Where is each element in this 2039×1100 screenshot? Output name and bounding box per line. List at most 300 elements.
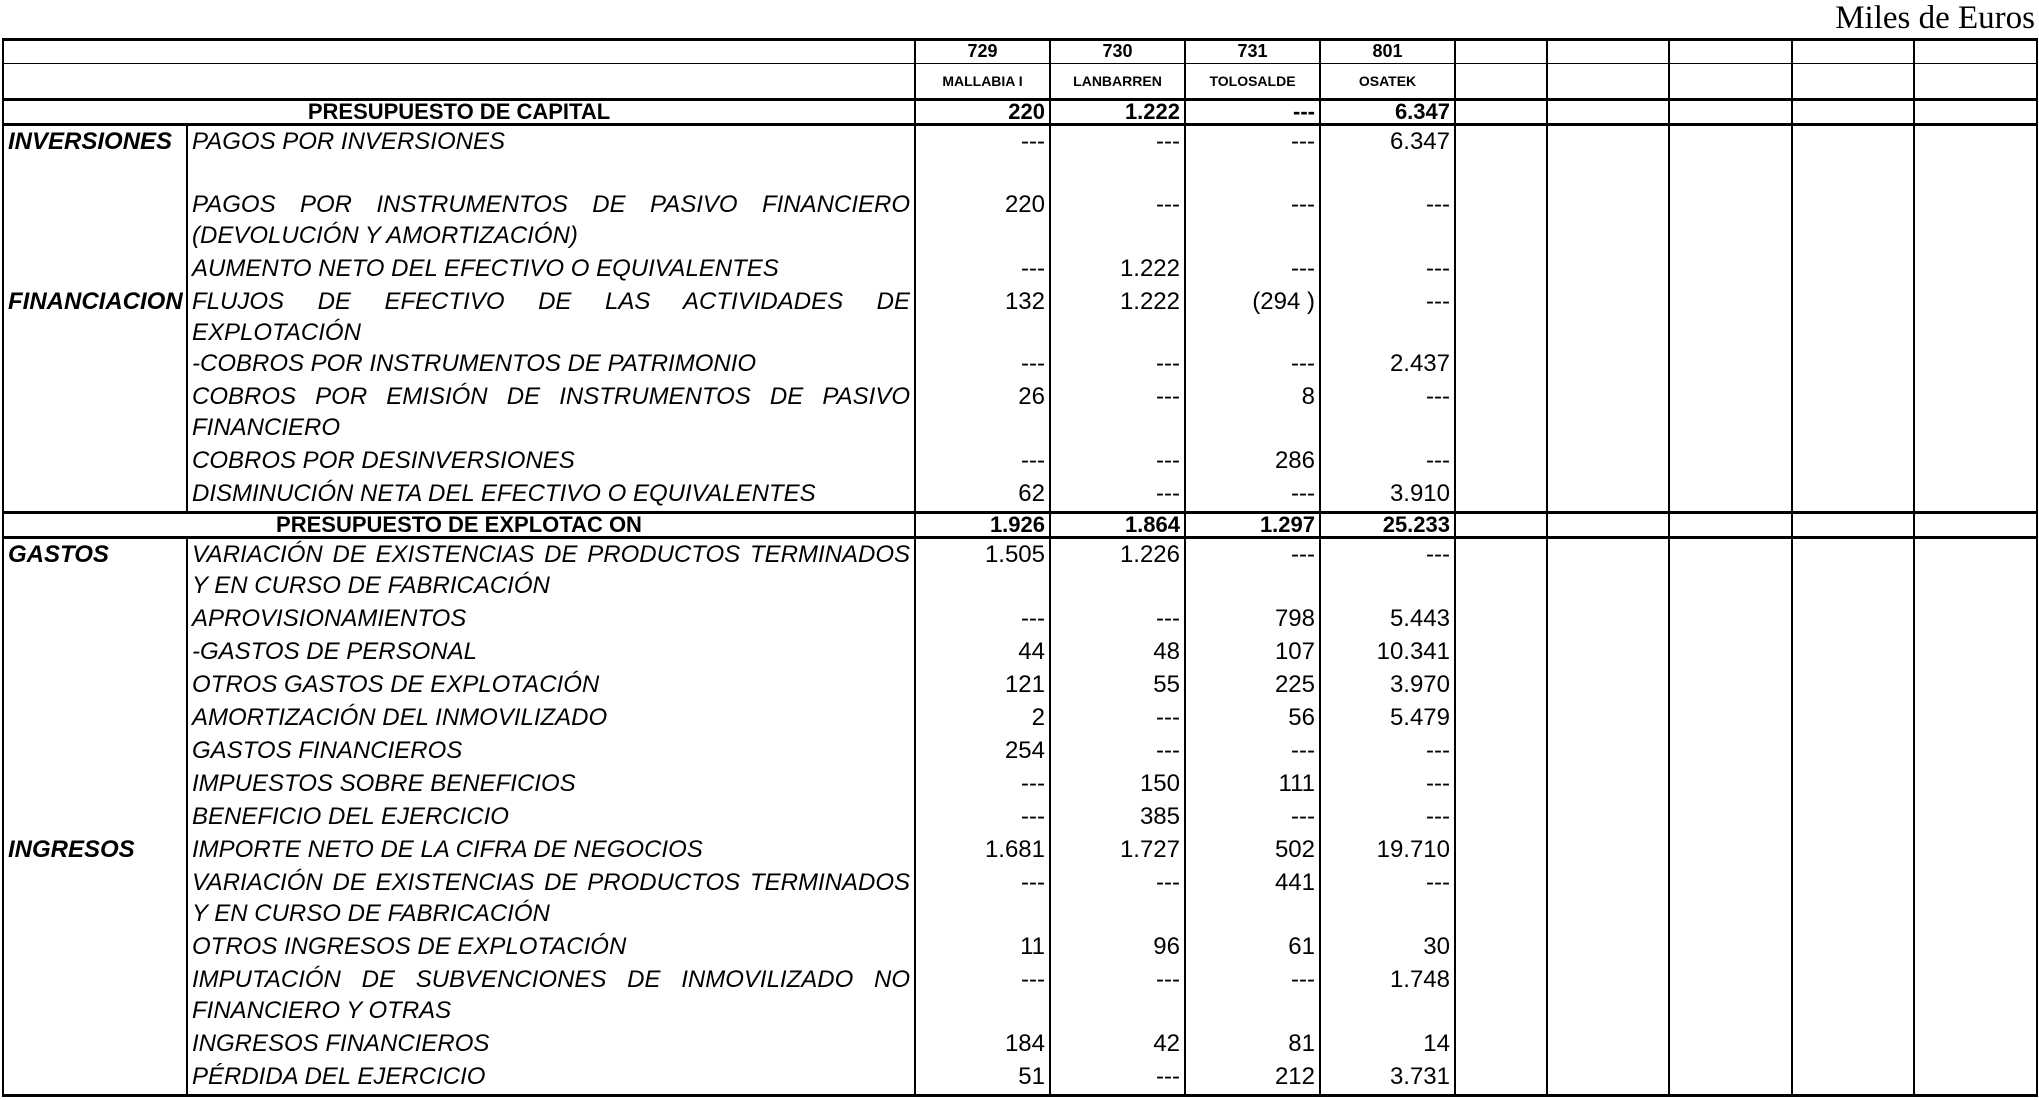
value-cell: --- [1185, 253, 1320, 286]
value-cell: --- [1050, 735, 1185, 768]
concept-label: -GASTOS DE PERSONAL [187, 636, 915, 669]
empty-column-cell [1914, 253, 2037, 286]
value-cell: --- [1320, 867, 1455, 931]
empty-column-cell [1792, 286, 1914, 348]
empty-column-cell [1914, 867, 2037, 931]
empty-column-cell [1547, 64, 1669, 100]
empty-column-cell [1792, 64, 1914, 100]
value-cell [1050, 159, 1185, 189]
concept-label: VARIACIÓN DE EXISTENCIAS DE PRODUCTOS TERMINADOS Y EN CURSO DE FABRICACIÓN [187, 867, 915, 931]
value-cell: 220 [915, 189, 1050, 253]
header-names-row [3, 64, 2037, 100]
empty-column-cell [1914, 40, 2037, 64]
empty-column-cell [1455, 159, 1547, 189]
value-cell: --- [1185, 964, 1320, 1028]
category-label: GASTOS [3, 538, 187, 604]
empty-column-cell [1669, 286, 1792, 348]
empty-column-cell [1914, 189, 2037, 253]
value-cell: 8 [1185, 381, 1320, 445]
category-label [3, 669, 187, 702]
empty-column-cell [1792, 159, 1914, 189]
empty-column-cell [1669, 636, 1792, 669]
empty-column-cell [1547, 669, 1669, 702]
empty-column-cell [1455, 702, 1547, 735]
empty-column-cell [1914, 286, 2037, 348]
value-cell: (294 ) [1185, 286, 1320, 348]
table-row [3, 125, 2037, 160]
category-label [3, 348, 187, 381]
concept-label: PAGOS POR INVERSIONES [187, 125, 915, 160]
empty-column-cell [1669, 64, 1792, 100]
column-code: 801 [1320, 40, 1455, 64]
empty-column-cell [1455, 669, 1547, 702]
empty-column-cell [1547, 348, 1669, 381]
value-cell: --- [1050, 125, 1185, 160]
category-label [3, 702, 187, 735]
empty-column-cell [1669, 159, 1792, 189]
value-cell [915, 159, 1050, 189]
value-cell: 19.710 [1320, 834, 1455, 867]
category-label: INGRESOS [3, 834, 187, 867]
concept-label: COBROS POR DESINVERSIONES [187, 445, 915, 478]
column-name: LANBARREN [1050, 64, 1185, 100]
budget-table [2, 38, 2038, 1097]
empty-column-cell [1914, 603, 2037, 636]
empty-column-cell [1914, 702, 2037, 735]
value-cell: 225 [1185, 669, 1320, 702]
empty-column-cell [1669, 445, 1792, 478]
column-name: OSATEK [1320, 64, 1455, 100]
concept-label: PAGOS POR INSTRUMENTOS DE PASIVO FINANCIERO (DEVOLUCIÓN Y AMORTIZACIÓN) [187, 189, 915, 253]
section-row [3, 100, 2037, 125]
value-cell: 1.505 [915, 538, 1050, 604]
value-cell: --- [1185, 189, 1320, 253]
empty-column-cell [1792, 125, 1914, 160]
empty-column-cell [1455, 603, 1547, 636]
value-cell: 107 [1185, 636, 1320, 669]
section-total: 1.864 [1050, 513, 1185, 538]
value-cell: 1.222 [1050, 286, 1185, 348]
section-total: 1.926 [915, 513, 1050, 538]
column-code: 730 [1050, 40, 1185, 64]
value-cell: --- [1320, 538, 1455, 604]
table-row [3, 445, 2037, 478]
concept-label: IMPUESTOS SOBRE BENEFICIOS [187, 768, 915, 801]
value-cell: --- [1185, 801, 1320, 834]
empty-column-cell [1669, 189, 1792, 253]
value-cell: --- [1050, 1061, 1185, 1096]
empty-column-cell [1455, 834, 1547, 867]
empty-column-cell [1455, 1028, 1547, 1061]
table-row [3, 735, 2037, 768]
empty-column-cell [1792, 603, 1914, 636]
empty-column-cell [1792, 964, 1914, 1028]
value-cell [1320, 159, 1455, 189]
empty-column-cell [1547, 931, 1669, 964]
concept-label: IMPUTACIÓN DE SUBVENCIONES DE INMOVILIZADO NO FINANCIERO Y OTRAS [187, 964, 915, 1028]
empty-column-cell [1792, 669, 1914, 702]
empty-column-cell [1792, 867, 1914, 931]
empty-column-cell [1669, 768, 1792, 801]
value-cell: --- [1050, 189, 1185, 253]
empty-column-cell [1455, 381, 1547, 445]
table-row [3, 381, 2037, 445]
concept-label: APROVISIONAMIENTOS [187, 603, 915, 636]
empty-column-cell [1547, 253, 1669, 286]
value-cell: 48 [1050, 636, 1185, 669]
section-total: 1.222 [1050, 100, 1185, 125]
table-row [3, 867, 2037, 931]
table-row [3, 834, 2037, 867]
table-body [3, 40, 2037, 1096]
value-cell: --- [915, 125, 1050, 160]
category-label [3, 189, 187, 253]
value-cell: --- [1320, 189, 1455, 253]
empty-column-cell [1914, 1061, 2037, 1096]
empty-column-cell [1547, 768, 1669, 801]
value-cell: 11 [915, 931, 1050, 964]
empty-column-cell [1455, 445, 1547, 478]
value-cell: --- [1320, 253, 1455, 286]
empty-column-cell [1547, 801, 1669, 834]
empty-column-cell [1792, 381, 1914, 445]
empty-column-cell [1669, 867, 1792, 931]
empty-column-cell [1455, 64, 1547, 100]
value-cell: --- [1050, 603, 1185, 636]
section-title: PRESUPUESTO DE EXPLOTAC ON [3, 513, 915, 538]
value-cell: 1.226 [1050, 538, 1185, 604]
value-cell: 385 [1050, 801, 1185, 834]
value-cell: --- [1050, 348, 1185, 381]
value-cell: --- [1320, 768, 1455, 801]
section-total: 6.347 [1320, 100, 1455, 125]
empty-column-cell [1914, 513, 2037, 538]
table-row [3, 768, 2037, 801]
value-cell: 502 [1185, 834, 1320, 867]
value-cell: --- [1185, 538, 1320, 604]
empty-column-cell [1455, 768, 1547, 801]
empty-column-cell [1669, 964, 1792, 1028]
section-total: --- [1185, 100, 1320, 125]
empty-column-cell [1914, 64, 2037, 100]
empty-column-cell [1455, 735, 1547, 768]
value-cell: 132 [915, 286, 1050, 348]
value-cell: 55 [1050, 669, 1185, 702]
value-cell: 150 [1050, 768, 1185, 801]
section-title: PRESUPUESTO DE CAPITAL [3, 100, 915, 125]
empty-column-cell [1914, 931, 2037, 964]
table-row [3, 189, 2037, 253]
category-label: FINANCIACION [3, 286, 187, 348]
empty-column-cell [1914, 538, 2037, 604]
empty-column-cell [1547, 964, 1669, 1028]
value-cell: 44 [915, 636, 1050, 669]
value-cell: --- [1050, 702, 1185, 735]
section-total: 25.233 [1320, 513, 1455, 538]
category-label [3, 735, 187, 768]
value-cell: 26 [915, 381, 1050, 445]
empty-column-cell [1792, 253, 1914, 286]
empty-column-cell [1455, 964, 1547, 1028]
empty-column-cell [1547, 1061, 1669, 1096]
empty-column-cell [1669, 478, 1792, 513]
category-label [3, 478, 187, 513]
empty-column-cell [1455, 189, 1547, 253]
concept-label [187, 159, 915, 189]
empty-column-cell [1455, 931, 1547, 964]
value-cell: 56 [1185, 702, 1320, 735]
empty-column-cell [1914, 125, 2037, 160]
value-cell: 1.748 [1320, 964, 1455, 1028]
empty-column-cell [1914, 735, 2037, 768]
empty-column-cell [1669, 513, 1792, 538]
value-cell: 3.731 [1320, 1061, 1455, 1096]
value-cell: 1.681 [915, 834, 1050, 867]
empty-column-cell [1547, 100, 1669, 125]
concept-label: VARIACIÓN DE EXISTENCIAS DE PRODUCTOS TERMINADOS Y EN CURSO DE FABRICACIÓN [187, 538, 915, 604]
header-blank [3, 64, 915, 100]
value-cell: --- [1320, 801, 1455, 834]
units-label: Miles de Euros [1835, 0, 2035, 36]
empty-column-cell [1547, 603, 1669, 636]
table-row [3, 348, 2037, 381]
concept-label: AMORTIZACIÓN DEL INMOVILIZADO [187, 702, 915, 735]
value-cell: --- [1185, 478, 1320, 513]
empty-column-cell [1455, 867, 1547, 931]
empty-column-cell [1547, 40, 1669, 64]
empty-column-cell [1792, 768, 1914, 801]
concept-label: FLUJOS DE EFECTIVO DE LAS ACTIVIDADES DE EXPLOTACIÓN [187, 286, 915, 348]
table-row [3, 669, 2037, 702]
value-cell: 81 [1185, 1028, 1320, 1061]
empty-column-cell [1547, 735, 1669, 768]
empty-column-cell [1669, 1028, 1792, 1061]
empty-column-cell [1792, 834, 1914, 867]
empty-column-cell [1455, 636, 1547, 669]
value-cell: 441 [1185, 867, 1320, 931]
empty-column-cell [1914, 768, 2037, 801]
empty-column-cell [1914, 636, 2037, 669]
value-cell: 3.910 [1320, 478, 1455, 513]
empty-column-cell [1669, 669, 1792, 702]
value-cell: 5.479 [1320, 702, 1455, 735]
value-cell: 61 [1185, 931, 1320, 964]
value-cell: --- [1320, 381, 1455, 445]
category-label [3, 1028, 187, 1061]
value-cell: 42 [1050, 1028, 1185, 1061]
empty-column-cell [1792, 40, 1914, 64]
empty-column-cell [1669, 702, 1792, 735]
empty-column-cell [1455, 286, 1547, 348]
value-cell: 212 [1185, 1061, 1320, 1096]
empty-column-cell [1669, 931, 1792, 964]
empty-column-cell [1547, 1028, 1669, 1061]
value-cell: 96 [1050, 931, 1185, 964]
empty-column-cell [1547, 478, 1669, 513]
table-row [3, 478, 2037, 513]
empty-column-cell [1455, 513, 1547, 538]
table-row [3, 603, 2037, 636]
empty-column-cell [1669, 348, 1792, 381]
empty-column-cell [1792, 636, 1914, 669]
category-label [3, 801, 187, 834]
category-label [3, 867, 187, 931]
concept-label: DISMINUCIÓN NETA DEL EFECTIVO O EQUIVALENTES [187, 478, 915, 513]
value-cell: 798 [1185, 603, 1320, 636]
concept-label: IMPORTE NETO DE LA CIFRA DE NEGOCIOS [187, 834, 915, 867]
value-cell: 10.341 [1320, 636, 1455, 669]
table-row [3, 538, 2037, 604]
category-label [3, 603, 187, 636]
empty-column-cell [1792, 445, 1914, 478]
empty-column-cell [1914, 669, 2037, 702]
concept-label: GASTOS FINANCIEROS [187, 735, 915, 768]
empty-column-cell [1792, 801, 1914, 834]
value-cell: --- [1185, 125, 1320, 160]
empty-column-cell [1914, 381, 2037, 445]
empty-column-cell [1914, 100, 2037, 125]
empty-column-cell [1455, 801, 1547, 834]
table-row [3, 1028, 2037, 1061]
empty-column-cell [1547, 125, 1669, 160]
empty-column-cell [1792, 702, 1914, 735]
value-cell: 3.970 [1320, 669, 1455, 702]
value-cell: --- [1185, 735, 1320, 768]
empty-column-cell [1914, 801, 2037, 834]
empty-column-cell [1455, 253, 1547, 286]
category-label [3, 159, 187, 189]
section-total: 220 [915, 100, 1050, 125]
table-row [3, 286, 2037, 348]
value-cell: --- [1185, 348, 1320, 381]
value-cell: 121 [915, 669, 1050, 702]
value-cell: --- [1320, 286, 1455, 348]
value-cell: 62 [915, 478, 1050, 513]
empty-column-cell [1914, 159, 2037, 189]
empty-column-cell [1455, 100, 1547, 125]
empty-column-cell [1914, 478, 2037, 513]
value-cell: 5.443 [1320, 603, 1455, 636]
concept-label: AUMENTO NETO DEL EFECTIVO O EQUIVALENTES [187, 253, 915, 286]
empty-column-cell [1669, 834, 1792, 867]
empty-column-cell [1792, 1061, 1914, 1096]
table-row [3, 931, 2037, 964]
value-cell: 1.222 [1050, 253, 1185, 286]
empty-column-cell [1547, 189, 1669, 253]
empty-column-cell [1792, 348, 1914, 381]
column-name: MALLABIA I [915, 64, 1050, 100]
value-cell: 6.347 [1320, 125, 1455, 160]
empty-column-cell [1792, 513, 1914, 538]
empty-column-cell [1792, 1028, 1914, 1061]
value-cell: --- [915, 445, 1050, 478]
concept-label: INGRESOS FINANCIEROS [187, 1028, 915, 1061]
section-total: 1.297 [1185, 513, 1320, 538]
empty-column-cell [1455, 478, 1547, 513]
value-cell: --- [1320, 735, 1455, 768]
value-cell: --- [1050, 867, 1185, 931]
table-row [3, 636, 2037, 669]
spacer-row [3, 159, 2037, 189]
empty-column-cell [1547, 636, 1669, 669]
value-cell: 2.437 [1320, 348, 1455, 381]
empty-column-cell [1792, 735, 1914, 768]
table-row [3, 702, 2037, 735]
empty-column-cell [1455, 348, 1547, 381]
empty-column-cell [1669, 125, 1792, 160]
empty-column-cell [1547, 286, 1669, 348]
empty-column-cell [1669, 381, 1792, 445]
value-cell: 286 [1185, 445, 1320, 478]
category-label [3, 964, 187, 1028]
empty-column-cell [1792, 931, 1914, 964]
empty-column-cell [1914, 1028, 2037, 1061]
value-cell: --- [1050, 964, 1185, 1028]
value-cell: 1.727 [1050, 834, 1185, 867]
value-cell: --- [915, 867, 1050, 931]
empty-column-cell [1914, 348, 2037, 381]
category-label [3, 253, 187, 286]
empty-column-cell [1669, 801, 1792, 834]
empty-column-cell [1792, 538, 1914, 604]
empty-column-cell [1669, 100, 1792, 125]
header-codes-row [3, 40, 2037, 64]
empty-column-cell [1792, 189, 1914, 253]
value-cell: --- [915, 253, 1050, 286]
category-label [3, 1061, 187, 1096]
value-cell: 30 [1320, 931, 1455, 964]
category-label [3, 636, 187, 669]
column-code: 729 [915, 40, 1050, 64]
empty-column-cell [1914, 445, 2037, 478]
empty-column-cell [1547, 381, 1669, 445]
header-blank [3, 40, 915, 64]
concept-label: BENEFICIO DEL EJERCICIO [187, 801, 915, 834]
concept-label: -COBROS POR INSTRUMENTOS DE PATRIMONIO [187, 348, 915, 381]
concept-label: OTROS INGRESOS DE EXPLOTACIÓN [187, 931, 915, 964]
empty-column-cell [1455, 40, 1547, 64]
empty-column-cell [1669, 735, 1792, 768]
value-cell: --- [915, 603, 1050, 636]
empty-column-cell [1914, 964, 2037, 1028]
column-name: TOLOSALDE [1185, 64, 1320, 100]
empty-column-cell [1669, 253, 1792, 286]
empty-column-cell [1547, 538, 1669, 604]
category-label [3, 381, 187, 445]
value-cell: 51 [915, 1061, 1050, 1096]
value-cell: --- [915, 801, 1050, 834]
value-cell: --- [1320, 445, 1455, 478]
empty-column-cell [1547, 702, 1669, 735]
empty-column-cell [1455, 538, 1547, 604]
empty-column-cell [1547, 445, 1669, 478]
empty-column-cell [1669, 538, 1792, 604]
value-cell: 111 [1185, 768, 1320, 801]
value-cell: 254 [915, 735, 1050, 768]
concept-label: OTROS GASTOS DE EXPLOTACIÓN [187, 669, 915, 702]
value-cell: --- [915, 348, 1050, 381]
value-cell: --- [1050, 445, 1185, 478]
value-cell [1185, 159, 1320, 189]
empty-column-cell [1792, 100, 1914, 125]
empty-column-cell [1914, 834, 2037, 867]
empty-column-cell [1669, 40, 1792, 64]
value-cell: --- [1050, 478, 1185, 513]
value-cell: 14 [1320, 1028, 1455, 1061]
empty-column-cell [1669, 1061, 1792, 1096]
empty-column-cell [1547, 867, 1669, 931]
column-code: 731 [1185, 40, 1320, 64]
